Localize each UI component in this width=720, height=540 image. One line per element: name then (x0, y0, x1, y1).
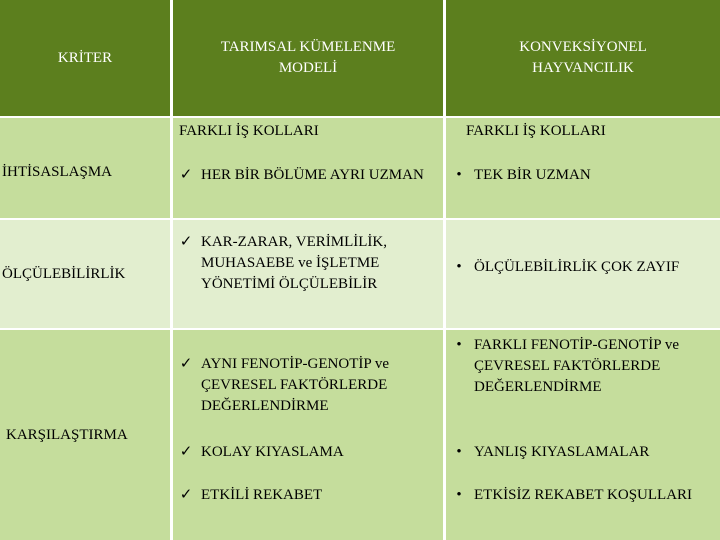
row-karsilastirma-col1-cell (173, 330, 443, 540)
bullet-icon: • (456, 259, 462, 275)
row-ihtisaslasma-criteria-cell (0, 148, 170, 218)
list-item-text: AYNI FENOTİP-GENOTİP ve ÇEVRESEL FAKTÖRLERDE DEĞERLENDİRME (201, 356, 390, 414)
row-olculebilirlik-col2-cell (446, 220, 720, 328)
list-item-text: YANLIŞ KIYASLAMALAR (474, 444, 650, 460)
subheader-col1-cell (173, 118, 443, 148)
bullet-icon: • (456, 444, 462, 460)
header-criteria-label: KRİTER (57, 49, 113, 66)
list-item-text: ETKİSİZ REKABET KOŞULLARI (474, 487, 693, 503)
subheader-col2-label: FARKLI İŞ KOLLARI (466, 123, 606, 139)
header-criteria-cell (0, 0, 170, 116)
list-item-text: ETKİLİ REKABET (201, 487, 323, 503)
row-ihtisaslasma-col2-cell (446, 148, 720, 218)
header-col2-cell (446, 0, 720, 116)
row-ihtisaslasma-col1-cell (173, 148, 443, 218)
header-col2-title: KONVEKSİYONEL HAYVANCILIK (519, 39, 647, 76)
bullet-icon: • (456, 167, 462, 183)
list-item-text: HER BİR BÖLÜME AYRI UZMAN (201, 167, 424, 183)
list-item-text: TEK BİR UZMAN (474, 167, 591, 183)
criterion-olculebilirlik: ÖLÇÜLEBİLİRLİK (2, 265, 126, 282)
list-item-text: ÖLÇÜLEBİLİRLİK ÇOK ZAYIF (474, 259, 680, 275)
row-olculebilirlik-col1-cell (173, 220, 443, 328)
row-olculebilirlik-criteria-cell (0, 220, 170, 328)
subheader-col2-cell (446, 118, 720, 148)
row-karsilastirma-criteria-cell (0, 330, 170, 540)
criterion-ihtisaslasma: İHTİSASLAŞMA (2, 164, 113, 180)
row-karsilastirma-col2-cell (446, 330, 720, 540)
list-item-text: KAR-ZARAR, VERİMLİLİK, MUHASAEBE ve İŞLETME YÖNETİMİ ÖLÇÜLEBİLİR (201, 234, 387, 292)
bullet-icon: • (456, 487, 462, 503)
criterion-karsilastirma: KARŞILAŞTIRMA (6, 426, 128, 443)
check-icon: ✓ (179, 444, 193, 460)
check-icon: ✓ (179, 487, 193, 503)
bullet-icon: • (456, 337, 462, 353)
header-col1-cell (173, 0, 443, 116)
subheader-col1-label: FARKLI İŞ KOLLARI (179, 123, 319, 139)
subheader-criteria-cell (0, 118, 170, 148)
check-icon: ✓ (179, 356, 193, 372)
header-col1-title: TARIMSAL KÜMELENME MODELİ (220, 39, 396, 76)
list-item-text: KOLAY KIYASLAMA (201, 444, 344, 460)
check-icon: ✓ (179, 234, 193, 250)
check-icon: ✓ (179, 167, 193, 183)
list-item-text: FARKLI FENOTİP-GENOTİP ve ÇEVRESEL FAKTÖRLERDE DEĞERLENDİRME (474, 337, 679, 395)
